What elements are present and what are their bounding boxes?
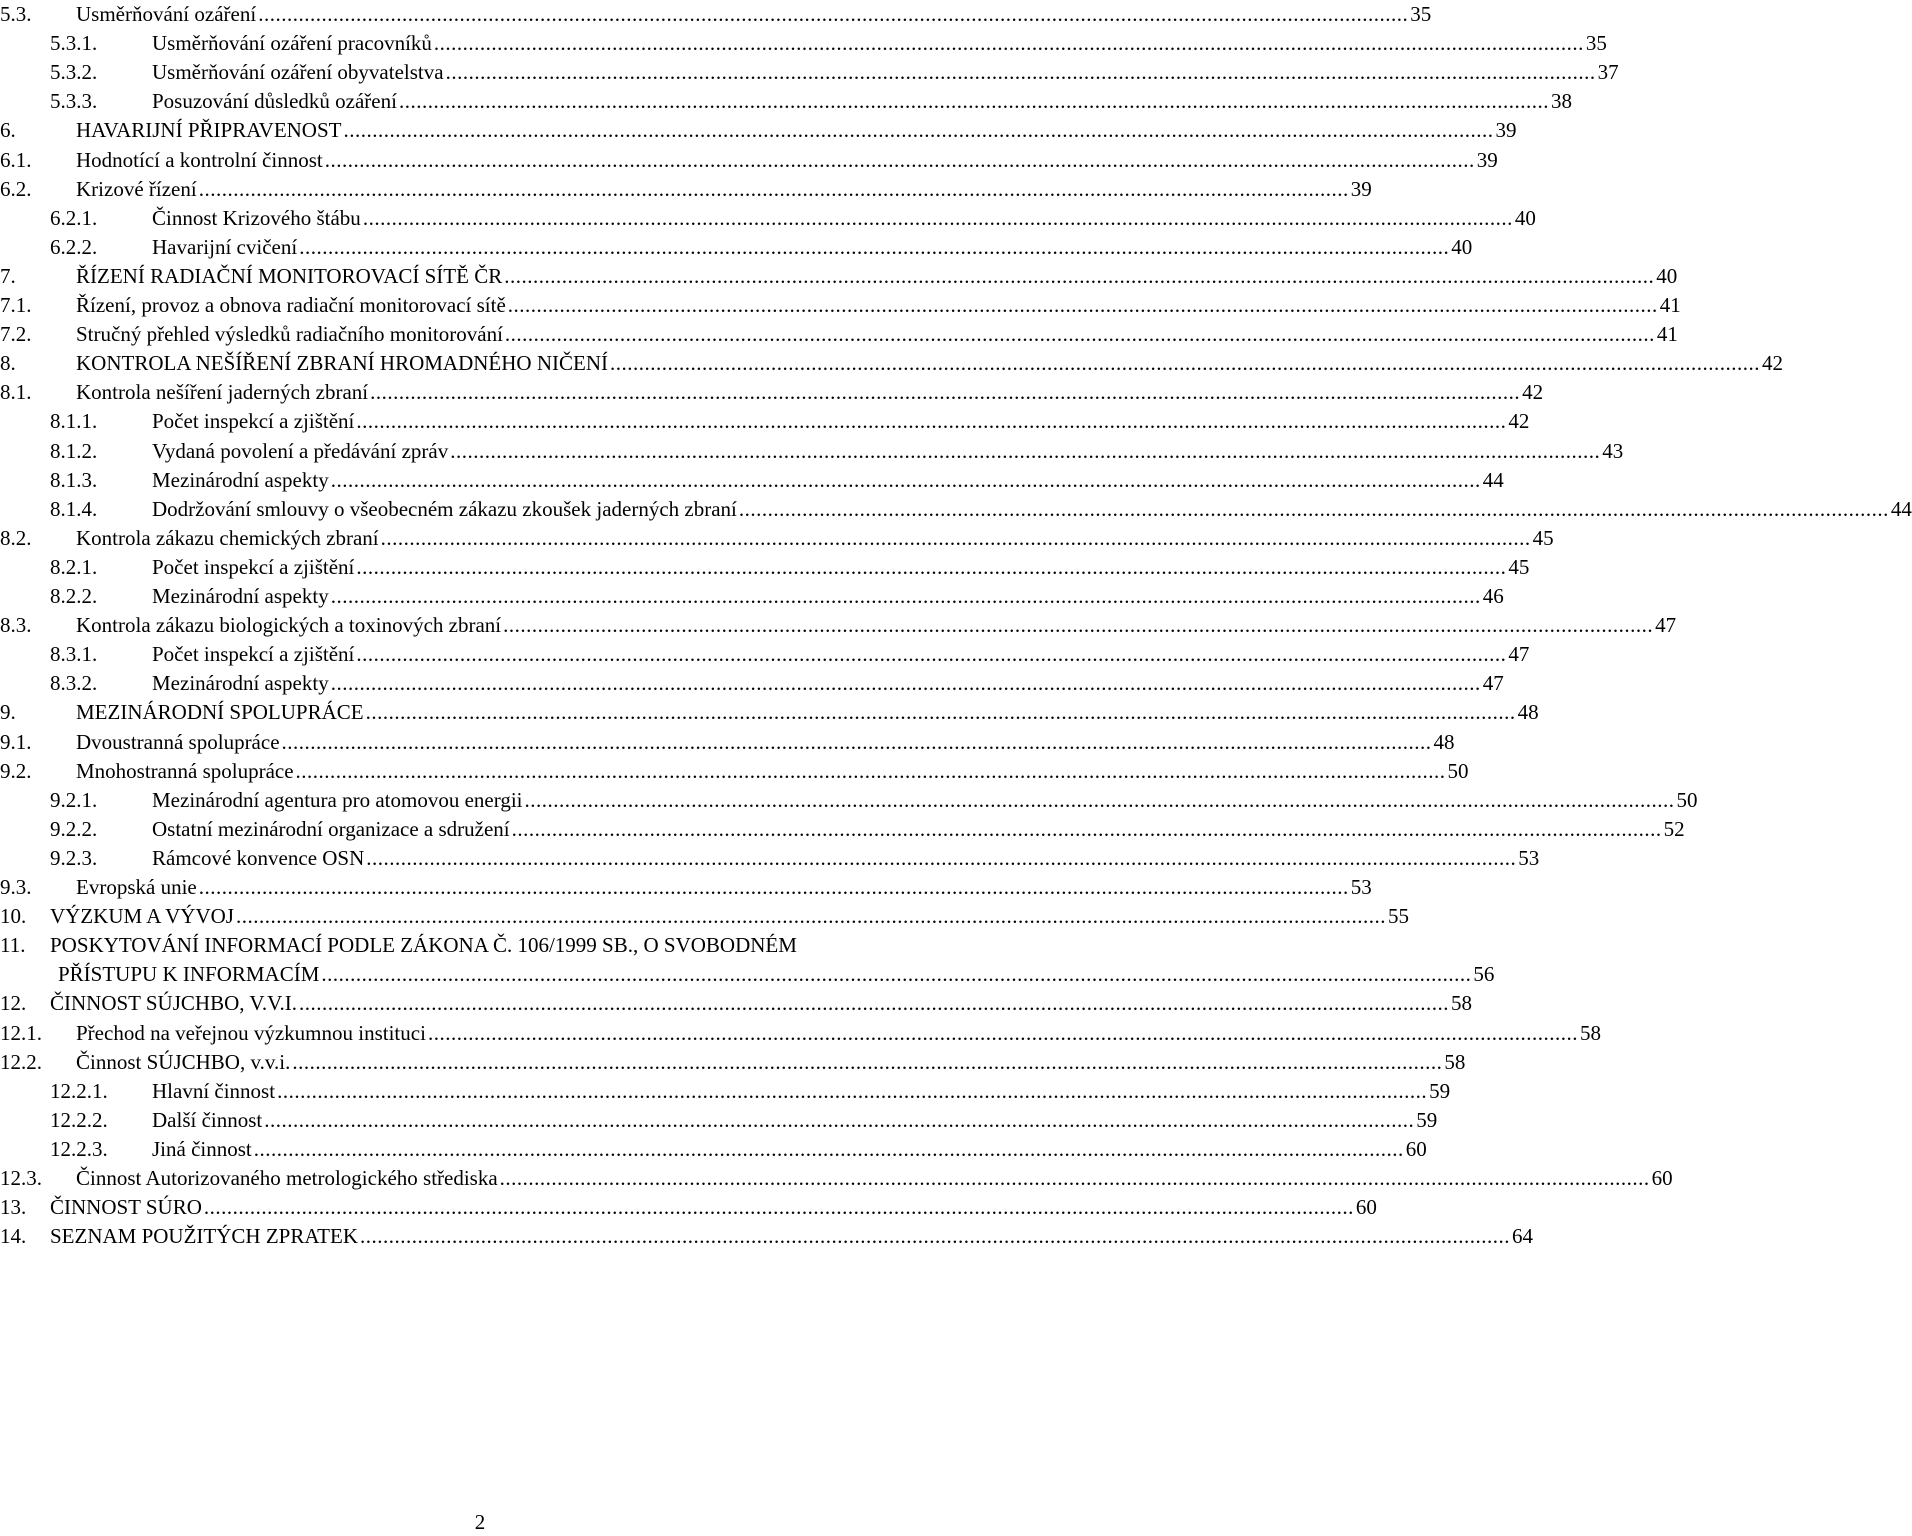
toc-entry-title: Krizové řízení xyxy=(76,176,197,201)
toc-entry-page: 56 xyxy=(1473,962,1495,987)
toc-entry[interactable] xyxy=(0,873,1372,901)
toc-entry[interactable] xyxy=(0,611,1677,639)
toc-entry-page: 37 xyxy=(1597,60,1619,85)
toc-entry-number: 8.1.1. xyxy=(50,409,98,434)
toc-entry[interactable] xyxy=(0,1193,1377,1221)
toc-entry-number: 9.3. xyxy=(0,875,32,899)
toc-entry-number: 5.3.2. xyxy=(50,60,98,85)
toc-entry-page: 47 xyxy=(1655,613,1677,638)
toc-entry-number: 8.1. xyxy=(0,380,32,405)
toc-leader-dots: ........................................................................................................................................................................................................ xyxy=(380,525,1531,550)
toc-entry-number: 8.1.2. xyxy=(50,438,98,463)
toc-entry-number: 8.2. xyxy=(0,525,32,550)
toc-entry-title: Rámcové konvence OSN xyxy=(152,845,365,870)
toc-entry-number: 9.2. xyxy=(0,758,32,783)
toc-entry-title: Kontrola zákazu biologických a toxinových zbraní xyxy=(76,613,502,638)
toc-entry[interactable] xyxy=(0,902,1409,930)
toc-entry-number: 8.1.3. xyxy=(50,467,98,492)
toc-entry-number: 9.2.2. xyxy=(50,816,98,841)
toc-leader-dots: ........................................................................................................................................................................................................ xyxy=(343,118,1494,143)
toc-entry[interactable] xyxy=(0,320,1678,348)
toc-entry-title: Kontrola nešíření jaderných zbraní xyxy=(76,380,369,405)
toc-entry-page: 60 xyxy=(1651,1166,1673,1190)
toc-entry[interactable] xyxy=(0,175,1372,203)
toc-entry[interactable] xyxy=(0,1019,1601,1047)
toc-entry[interactable] xyxy=(0,1048,1466,1076)
toc-entry[interactable] xyxy=(0,29,1607,57)
toc-leader-dots: ........................................................................................................................................................................................................ xyxy=(450,438,1601,463)
toc-entry[interactable] xyxy=(0,757,1469,785)
toc-leader-dots: ........................................................................................................................................................................................................ xyxy=(356,642,1507,667)
toc-entry-title: POSKYTOVÁNÍ INFORMACÍ PODLE ZÁKONA Č. 106/1999 SB., O SVOBODNÉM xyxy=(50,933,797,958)
toc-entry-number: 11. xyxy=(0,933,26,958)
toc-leader-dots: ........................................................................................................................................................................................................ xyxy=(292,1049,1443,1074)
toc-entry-title: Jiná činnost xyxy=(152,1136,252,1161)
toc-leader-dots: ........................................................................................................................................................................................................ xyxy=(330,584,1481,608)
toc-entry-number: 12.2.2. xyxy=(50,1107,108,1132)
toc-entry-number: 9.1. xyxy=(0,729,32,754)
toc-entry[interactable] xyxy=(0,58,1619,86)
toc-entry-page: 58 xyxy=(1451,991,1473,1016)
toc-entry-title: Vydaná povolení a předávání zpráv xyxy=(152,438,449,463)
toc-entry-page: 41 xyxy=(1656,322,1678,347)
toc-entry-page: 44 xyxy=(1482,467,1504,492)
toc-entry-page: 58 xyxy=(1444,1049,1466,1074)
toc-entry-page: 42 xyxy=(1508,409,1530,434)
toc-entry-number: 12.2. xyxy=(0,1049,42,1074)
toc-entry[interactable] xyxy=(0,524,1554,552)
toc-entry-title: Hlavní činnost xyxy=(152,1078,276,1103)
toc-entry-page: 45 xyxy=(1508,554,1530,579)
toc-entry-title: VÝZKUM A VÝVOJ xyxy=(50,904,234,929)
toc-entry[interactable] xyxy=(0,786,1698,814)
toc-entry-number: 7.1. xyxy=(0,293,32,317)
toc-leader-dots: ........................................................................................................................................................................................................ xyxy=(253,1136,1404,1161)
toc-entry-title: Usměrňování ozáření xyxy=(76,2,257,26)
toc-entry-number: 8.3.2. xyxy=(50,671,98,696)
toc-entry-number: 9.2.1. xyxy=(50,787,98,812)
toc-entry-title: Posuzování důsledků ozáření xyxy=(152,89,397,114)
toc-leader-dots: ........................................................................................................................................................................................................ xyxy=(738,496,1889,521)
toc-entry[interactable] xyxy=(0,669,1504,697)
toc-entry-number: 10. xyxy=(0,904,27,929)
toc-entry-title: Mezinárodní aspekty xyxy=(152,467,329,492)
toc-entry[interactable] xyxy=(0,495,1912,523)
toc-entry-page: 48 xyxy=(1517,700,1539,725)
toc-entry-page: 52 xyxy=(1663,816,1685,841)
toc-entry-page: 50 xyxy=(1447,758,1469,783)
toc-leader-dots: ........................................................................................................................................................................................................ xyxy=(356,409,1507,434)
toc-leader-dots: ........................................................................................................................................................................................................ xyxy=(324,147,1475,172)
toc-entry-number: 5.3.3. xyxy=(50,89,98,114)
toc-leader-dots: ........................................................................................................................................................................................................ xyxy=(277,1078,1428,1103)
toc-entry[interactable] xyxy=(0,1222,1534,1250)
toc-entry-page: 40 xyxy=(1656,263,1678,288)
toc-entry[interactable] xyxy=(0,640,1530,668)
toc-entry-page: 42 xyxy=(1522,380,1544,405)
toc-entry-title: ČINNOST SÚRO xyxy=(50,1195,202,1220)
toc-leader-dots: ........................................................................................................................................................................................................ xyxy=(365,700,1516,725)
toc-leader-dots: ........................................................................................................................................................................................................ xyxy=(511,816,1662,841)
toc-leader-dots: ........................................................................................................................................................................................................ xyxy=(507,293,1658,317)
toc-entry-page: 42 xyxy=(1761,351,1783,376)
toc-entry-number: 14. xyxy=(0,1224,27,1249)
toc-entry-number: 9.2.3. xyxy=(50,845,98,870)
toc-entry-number: 12.2.3. xyxy=(50,1136,108,1161)
toc-entry-title: Usměrňování ozáření pracovníků xyxy=(152,31,432,56)
toc-entry-page: 40 xyxy=(1451,234,1473,259)
toc-entry-page: 43 xyxy=(1602,438,1624,463)
toc-entry-number: 8.2.2. xyxy=(50,584,98,608)
toc-leader-dots: ........................................................................................................................................................................................................ xyxy=(203,1195,1354,1220)
toc-entry[interactable] xyxy=(0,116,1517,144)
toc-entry[interactable] xyxy=(0,233,1473,261)
toc-leader-dots: ........................................................................................................................................................................................................ xyxy=(427,1020,1578,1045)
toc-entry-title: ČINNOST SÚJCHBO, V.V.I. xyxy=(50,991,298,1016)
toc-entry-page: 59 xyxy=(1416,1107,1438,1132)
toc-entry-title: MEZINÁRODNÍ SPOLUPRÁCE xyxy=(76,700,364,725)
toc-entry-page: 53 xyxy=(1518,845,1540,870)
toc-entry[interactable] xyxy=(0,582,1504,610)
toc-entry[interactable] xyxy=(0,728,1455,756)
toc-entry-continuation[interactable] xyxy=(0,960,1495,988)
toc-entry[interactable] xyxy=(0,437,1624,465)
toc-leader-dots: ........................................................................................................................................................................................................ xyxy=(504,263,1655,288)
toc-entry-page: 46 xyxy=(1482,584,1504,608)
toc-entry-page: 45 xyxy=(1532,525,1554,550)
toc-entry-page: 55 xyxy=(1387,904,1409,929)
toc-entry-page: 44 xyxy=(1890,496,1912,521)
toc-entry-title: Mezinárodní agentura pro atomovou energii xyxy=(152,787,523,812)
toc-entry[interactable] xyxy=(0,87,1572,115)
toc-leader-dots: ........................................................................................................................................................................................................ xyxy=(295,758,1446,783)
toc-entry-number: 6. xyxy=(0,118,16,143)
toc-entry-number: 6.1. xyxy=(0,147,32,172)
toc-entry-title: Přechod na veřejnou výzkumnou instituci xyxy=(76,1020,426,1045)
toc-entry-number: 12.3. xyxy=(0,1166,42,1190)
toc-entry-title-continuation: PŘÍSTUPU K INFORMACÍM xyxy=(58,962,320,987)
toc-entry-page: 47 xyxy=(1482,671,1504,696)
toc-entry-title: Evropská unie xyxy=(76,875,197,899)
toc-entry-title: ŘÍZENÍ RADIAČNÍ MONITOROVACÍ SÍTĚ ČR xyxy=(76,263,503,288)
toc-entry-page: 35 xyxy=(1585,31,1607,56)
toc-entry-page: 60 xyxy=(1405,1136,1427,1161)
toc-entry[interactable] xyxy=(0,262,1678,290)
toc-leader-dots: ........................................................................................................................................................................................................ xyxy=(360,1224,1511,1249)
toc-leader-dots: ........................................................................................................................................................................................................ xyxy=(503,613,1654,638)
toc-entry-page: 39 xyxy=(1476,147,1498,172)
toc-entry-title: SEZNAM POUŽITÝCH ZPRATEK xyxy=(50,1224,359,1249)
toc-leader-dots: ........................................................................................................................................................................................................ xyxy=(356,554,1507,579)
toc-entry-title: Hodnotící a kontrolní činnost xyxy=(76,147,323,172)
toc-entry-title: Dvoustranná spolupráce xyxy=(76,729,280,754)
toc-entry-title: Další činnost xyxy=(152,1107,263,1132)
toc-entry-number: 6.2. xyxy=(0,176,32,201)
toc-entry-number: 8.1.4. xyxy=(50,496,98,521)
toc-entry-number: 7. xyxy=(0,263,16,288)
page-number: 2 xyxy=(474,1510,486,1534)
toc-leader-dots: ........................................................................................................................................................................................................ xyxy=(330,671,1481,696)
toc-leader-dots: ........................................................................................................................................................................................................ xyxy=(299,991,1450,1016)
toc-entry-page: 50 xyxy=(1676,787,1698,812)
toc-entry-title: Činnost Krizového štábu xyxy=(152,205,361,230)
toc-entry-page: 59 xyxy=(1429,1078,1451,1103)
toc-entry-title: Kontrola zákazu chemických zbraní xyxy=(76,525,379,550)
toc-entry-title: KONTROLA NEŠÍŘENÍ ZBRANÍ HROMADNÉHO NIČENÍ xyxy=(76,351,608,376)
toc-entry-title: Ostatní mezinárodní organizace a sdružení xyxy=(152,816,510,841)
toc-entry[interactable] xyxy=(0,815,1685,843)
toc-leader-dots: ........................................................................................................................................................................................................ xyxy=(504,322,1655,347)
toc-entry-page: 64 xyxy=(1512,1224,1534,1249)
toc-entry[interactable] xyxy=(0,1077,1451,1105)
toc-entry-title: Řízení, provoz a obnova radiační monitorovací sítě xyxy=(76,293,506,317)
toc-entry-number: 8. xyxy=(0,351,16,376)
toc-entry-page: 48 xyxy=(1433,729,1455,754)
toc-entry-page: 40 xyxy=(1514,205,1536,230)
toc-entry-page: 38 xyxy=(1550,89,1572,114)
toc-entry[interactable] xyxy=(0,844,1540,872)
toc-entry-number: 5.3.1. xyxy=(50,31,98,56)
toc-entry-title: Činnost Autorizovaného metrologického střediska xyxy=(76,1166,498,1190)
toc-entry-title: Mnohostranná spolupráce xyxy=(76,758,294,783)
toc-entry-page: 35 xyxy=(1410,2,1432,26)
toc-entry-page: 47 xyxy=(1508,642,1530,667)
toc-entry[interactable] xyxy=(0,553,1530,581)
toc-entry-number: 12. xyxy=(0,991,27,1016)
toc-entry[interactable] xyxy=(0,931,955,959)
toc-entry[interactable] xyxy=(0,204,1536,232)
toc-entry-title: Dodržování smlouvy o všeobecném zákazu zkoušek jaderných zbraní xyxy=(152,496,737,521)
toc-entry-number: 8.3. xyxy=(0,613,32,638)
toc-entry-title: Mezinárodní aspekty xyxy=(152,584,329,608)
toc-leader-dots: ........................................................................................................................................................................................................ xyxy=(330,467,1481,492)
toc-entry-number: 5.3. xyxy=(0,2,32,26)
toc-entry[interactable] xyxy=(0,1164,1673,1192)
toc-entry-page: 41 xyxy=(1659,293,1681,317)
toc-entry-number: 9. xyxy=(0,700,16,725)
toc-leader-dots: ........................................................................................................................................................................................................ xyxy=(299,234,1450,259)
toc-entry-title: Počet inspekcí a zjištění xyxy=(152,409,355,434)
toc-entry-number: 8.2.1. xyxy=(50,554,98,579)
toc-entry-number: 6.2.1. xyxy=(50,205,98,230)
toc-leader-dots: ........................................................................................................................................................................................................ xyxy=(198,875,1349,899)
toc-entry[interactable] xyxy=(0,989,1473,1017)
toc-entry[interactable] xyxy=(0,378,1544,406)
toc-entry[interactable] xyxy=(0,349,1783,377)
toc-entry-title: Stručný přehled výsledků radiačního monitorování xyxy=(76,322,503,347)
toc-leader-dots: ........................................................................................................................................................................................................ xyxy=(398,89,1549,114)
toc-leader-dots: ........................................................................................................................................................................................................ xyxy=(445,60,1596,85)
toc-leader-dots: ........................................................................................................................................................................................................ xyxy=(281,729,1432,754)
toc-entry-number: 7.2. xyxy=(0,322,32,347)
toc-leader-dots: ........................................................................................................................................................................................................ xyxy=(524,787,1675,812)
toc-entry[interactable] xyxy=(0,466,1504,494)
toc-leader-dots: ........................................................................................................................................................................................................ xyxy=(258,2,1409,26)
toc-leader-dots: ........................................................................................................................................................................................................ xyxy=(264,1107,1415,1132)
toc-entry-page: 39 xyxy=(1350,176,1372,201)
toc-leader-dots: ........................................................................................................................................................................................................ xyxy=(321,962,1472,987)
toc-entry-page: 58 xyxy=(1579,1020,1601,1045)
toc-entry[interactable] xyxy=(0,698,1539,726)
toc-leader-dots: ........................................................................................................................................................................................................ xyxy=(433,31,1584,56)
toc-entry[interactable] xyxy=(0,0,1432,28)
toc-entry-title: Počet inspekcí a zjištění xyxy=(152,642,355,667)
toc-entry-number: 8.3.1. xyxy=(50,642,98,667)
toc-leader-dots: ........................................................................................................................................................................................................ xyxy=(499,1166,1650,1190)
toc-leader-dots: ........................................................................................................................................................................................................ xyxy=(609,351,1760,376)
toc-leader-dots: ........................................................................................................................................................................................................ xyxy=(198,176,1349,201)
toc-entry-title: Činnost SÚJCHBO, v.v.i. xyxy=(76,1049,291,1074)
toc-entry-number: 12.2.1. xyxy=(50,1078,108,1103)
toc-entry-title: HAVARIJNÍ PŘIPRAVENOST xyxy=(76,118,342,143)
toc-entry-number: 12.1. xyxy=(0,1020,42,1045)
toc-entry-title: Usměrňování ozáření obyvatelstva xyxy=(152,60,444,85)
toc-entry-title: Havarijní cvičení xyxy=(152,234,298,259)
toc-entry[interactable] xyxy=(0,1106,1438,1134)
toc-entry-title: Počet inspekcí a zjištění xyxy=(152,554,355,579)
toc-entry-number: 6.2.2. xyxy=(50,234,98,259)
toc-entry[interactable] xyxy=(0,407,1530,435)
toc-leader-dots: ........................................................................................................................................................................................................ xyxy=(366,845,1517,870)
toc-entry[interactable] xyxy=(0,146,1498,174)
toc-entry-page: 39 xyxy=(1495,118,1517,143)
toc-leader-dots: ........................................................................................................................................................................................................ xyxy=(370,380,1521,405)
toc-entry-page: 60 xyxy=(1355,1195,1377,1220)
toc-entry[interactable] xyxy=(0,1135,1427,1163)
toc-leader-dots: ........................................................................................................................................................................................................ xyxy=(235,904,1386,929)
toc-entry-page: 53 xyxy=(1350,875,1372,899)
toc-entry-number: 13. xyxy=(0,1195,27,1220)
toc-entry-title: Mezinárodní aspekty xyxy=(152,671,329,696)
toc-entry[interactable] xyxy=(0,291,1681,319)
toc-leader-dots: ........................................................................................................................................................................................................ xyxy=(362,205,1513,230)
